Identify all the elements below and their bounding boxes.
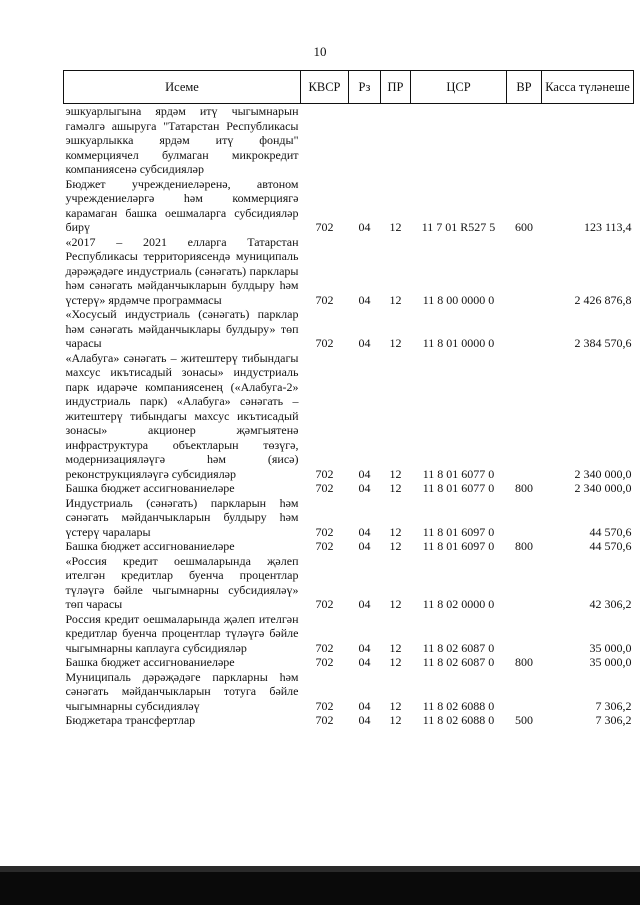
row-name: «Хосусый индустриаль (сәнәгать) парклар һәм сәнәгать мәйданчыклары булдыру» төп чарасы: [65, 307, 299, 350]
row-name: «2017 – 2021 елларга Татарстан Республикасы территориясендә муниципаль дәрәҗәдәге индустриаль (сәнәгать) парклары һәм сәнәгать мәйданчыкларын булдыру һәм үстерү» ярдәмче программасы: [65, 234, 299, 307]
row-kvsr: 702: [315, 524, 334, 539]
row-pr: 12: [389, 655, 402, 669]
row-vr: 800: [515, 655, 533, 669]
row-amount: 44 570,6: [589, 539, 632, 553]
row-name: «Алабуга» сәнәгать – житештерү тибындагы махсус икътисадый зонасы» индустриаль парк идарәче компаниясенең («Алабуга-2» индустриаль парк) «Алабуга» сәнәгать – житештерү тибындагы махсус икътисадый зонасы» акционер җәмгыятенә инфраструктура объектларын төзүгә, модернизацияләүгә һәм (яисә) реконструкцияләүгә субсидияләр: [65, 350, 299, 481]
row-csr: 11 8 00 0000 0: [422, 292, 495, 307]
column-header-vr: ВР: [507, 71, 542, 104]
column-header-pr: ПР: [381, 71, 411, 104]
row-rz: 04: [358, 698, 371, 713]
row-name: «Россия кредит оешмаларында җәлеп ителгән кредитлар буенча процентлар түләүгә бәйле чыгымнарны субсидияләү» төп чарасы: [65, 553, 299, 611]
column-header-kvsr: КВСР: [301, 71, 349, 104]
row-rz: 04: [358, 655, 371, 669]
row-pr: 12: [389, 698, 402, 713]
row-vr: [507, 670, 542, 714]
column-header-name: Исеме: [64, 71, 301, 104]
table-row: [64, 539, 634, 554]
row-kvsr: 702: [315, 597, 334, 611]
row-name: Индустриаль (сәнәгать) паркларын һәм сәнәгать мәйданчыкларын булдыру һәм үстерү чаралары: [65, 495, 299, 539]
column-header-csr: ЦСР: [411, 71, 507, 104]
column-header-rz: Рз: [349, 71, 381, 104]
row-pr: 12: [389, 597, 402, 611]
row-kvsr: 702: [315, 481, 334, 495]
row-csr: 11 8 01 6097 0: [422, 524, 495, 539]
table-row: [64, 235, 634, 308]
table-header-row: [64, 71, 634, 104]
row-name: Башка бюджет ассигнованиеләре: [65, 539, 235, 553]
row-csr: 11 8 02 6087 0: [422, 655, 495, 669]
row-rz: 04: [358, 220, 371, 234]
row-amount: 2 384 570,6: [574, 336, 632, 350]
row-kvsr: [301, 104, 349, 177]
row-csr: 11 8 01 6097 0: [422, 539, 495, 553]
table-row: [64, 655, 634, 670]
table-row: [64, 713, 634, 728]
table-row: [64, 307, 634, 351]
row-kvsr: 702: [315, 698, 334, 713]
row-csr: 11 8 02 6088 0: [422, 713, 495, 727]
row-amount: 35 000,0: [589, 655, 632, 669]
row-csr: 11 8 01 6077 0: [422, 466, 495, 481]
row-vr: [507, 496, 542, 540]
column-header-kassa: Касса түләнеше: [542, 71, 634, 104]
row-rz: 04: [358, 336, 371, 350]
row-kvsr: 702: [315, 336, 334, 350]
scan-bottom-border: [0, 872, 640, 905]
row-kvsr: 702: [315, 292, 334, 307]
table-row: [64, 554, 634, 612]
page-number: 10: [313, 44, 327, 59]
row-csr: 11 8 01 0000 0: [422, 336, 495, 350]
row-kvsr: 702: [315, 655, 334, 669]
row-amount: 42 306,2: [589, 597, 632, 611]
row-vr: [507, 235, 542, 308]
row-amount: 2 426 876,8: [574, 292, 632, 307]
row-kvsr: 702: [315, 713, 334, 727]
row-name: эшкуарлыгына ярдәм итү чыгымнарын гамәлгә ашыруга "Татарстан Республикасы эшкуарлыкка ярдәм итү фонды" коммерциячел булмаган микрокредит компаниясенә субсидияләр: [65, 104, 299, 176]
table-row: [64, 104, 634, 177]
row-csr: 11 8 01 6077 0: [422, 481, 495, 495]
row-vr: 800: [515, 539, 533, 553]
row-pr: 12: [389, 481, 402, 495]
table-row: [64, 496, 634, 540]
budget-table: [63, 70, 634, 728]
row-amount: 123 113,4: [583, 220, 632, 234]
row-csr: 11 7 01 R527 5: [421, 220, 496, 234]
table-row: [64, 612, 634, 656]
row-rz: 04: [358, 539, 371, 553]
row-rz: 04: [358, 466, 371, 481]
row-name: Россия кредит оешмаларында җәлеп ителгән кредитлар буенча процентлар түләүгә бәйле чыгымнарны каплауга субсидияләр: [65, 611, 299, 655]
row-name: Бюджетара трансфертлар: [65, 713, 196, 727]
row-pr: 12: [389, 466, 402, 481]
row-rz: 04: [358, 713, 371, 727]
row-rz: 04: [358, 597, 371, 611]
row-rz: [349, 104, 381, 177]
row-name: Муниципаль дәрәҗәдәге паркларны һәм сәнәгать мәйданчыкларын тотуга бәйле чыгымнарны субсидияләү: [65, 669, 299, 713]
row-amount: 7 306,2: [595, 698, 632, 713]
row-vr: [507, 104, 542, 177]
row-pr: 12: [389, 539, 402, 553]
row-csr: 11 8 02 0000 0: [422, 597, 495, 611]
row-kvsr: 702: [315, 539, 334, 553]
row-pr: 12: [389, 292, 402, 307]
row-pr: 12: [389, 220, 402, 234]
row-kvsr: 702: [315, 640, 334, 655]
row-rz: 04: [358, 481, 371, 495]
row-name: Бюджет учреждениеләренә, автоном учреждениеләргә һәм коммерциягә карамаган башка оешмаларга субсидияләр бирү: [65, 176, 299, 234]
row-pr: 12: [389, 640, 402, 655]
row-vr: 500: [515, 713, 533, 727]
row-rz: 04: [358, 640, 371, 655]
row-pr: 12: [389, 336, 402, 350]
row-amount: 2 340 000,0: [574, 481, 632, 495]
row-pr: [381, 104, 411, 177]
row-name: Башка бюджет ассигнованиеләре: [65, 655, 235, 669]
row-amount: [542, 104, 634, 177]
table-row: [64, 481, 634, 496]
table-row: [64, 670, 634, 714]
row-amount: 2 340 000,0: [574, 466, 632, 481]
row-amount: 7 306,2: [595, 713, 632, 727]
row-csr: [411, 104, 507, 177]
row-csr: 11 8 02 6087 0: [422, 640, 495, 655]
row-vr: 800: [515, 481, 533, 495]
row-pr: 12: [389, 713, 402, 727]
row-name: Башка бюджет ассигнованиеләре: [65, 481, 235, 495]
row-kvsr: 702: [315, 220, 334, 234]
row-vr: [507, 351, 542, 482]
row-rz: 04: [358, 524, 371, 539]
row-vr: 600: [515, 220, 533, 234]
table-row: [64, 177, 634, 235]
row-kvsr: 702: [315, 466, 334, 481]
row-vr: [507, 554, 542, 612]
row-amount: 44 570,6: [589, 524, 632, 539]
row-vr: [507, 307, 542, 351]
row-rz: 04: [358, 292, 371, 307]
table-row: [64, 351, 634, 482]
row-csr: 11 8 02 6088 0: [422, 698, 495, 713]
row-amount: 35 000,0: [589, 640, 632, 655]
row-vr: [507, 612, 542, 656]
row-pr: 12: [389, 524, 402, 539]
